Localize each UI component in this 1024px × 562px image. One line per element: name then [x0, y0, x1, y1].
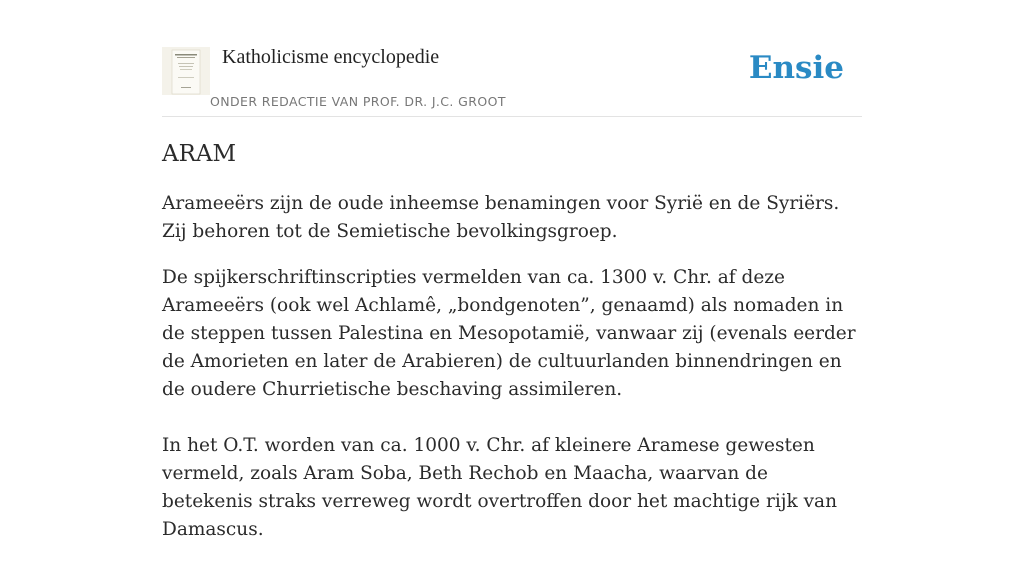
article-paragraph: De spijkerschriftinscripties vermelden van ca. 1300 v. Chr. af deze Arameeërs (ook wel Achlamê, „bondgenoten”, genaamd) als nomaden in de steppen tussen Palestina en Mesopotamië, vanwaar zij (evenals eerder de Amorieten en later de Arabieren) de cultuurlanden binnendringen en de oudere Churrietische beschaving assimileren. — [162, 267, 856, 400]
book-title[interactable]: Katholicisme encyclopedie — [222, 46, 440, 68]
book-cover-icon[interactable] — [162, 47, 210, 95]
article-title: ARAM — [162, 141, 237, 167]
article-paragraph: In het O.T. worden van ca. 1000 v. Chr. af kleinere Aramese gewesten vermeld, zoals Aram Soba, Beth Rechob en Maacha, waarvan de betekenis straks verreweg wordt overtroffen door het machtige rijk van Damascus. — [162, 435, 837, 540]
article — [162, 140, 862, 562]
article-paragraph: Arameeërs zijn de oude inheemse benamingen voor Syrië en de Syriërs. Zij behoren tot de Semietische bevolkingsgroep. — [162, 193, 840, 242]
book-editor-subtitle: ONDER REDACTIE VAN PROF. DR. J.C. GROOT — [210, 94, 506, 109]
ensie-logo-link[interactable]: Ensie — [748, 50, 844, 86]
site-header — [162, 40, 862, 117]
